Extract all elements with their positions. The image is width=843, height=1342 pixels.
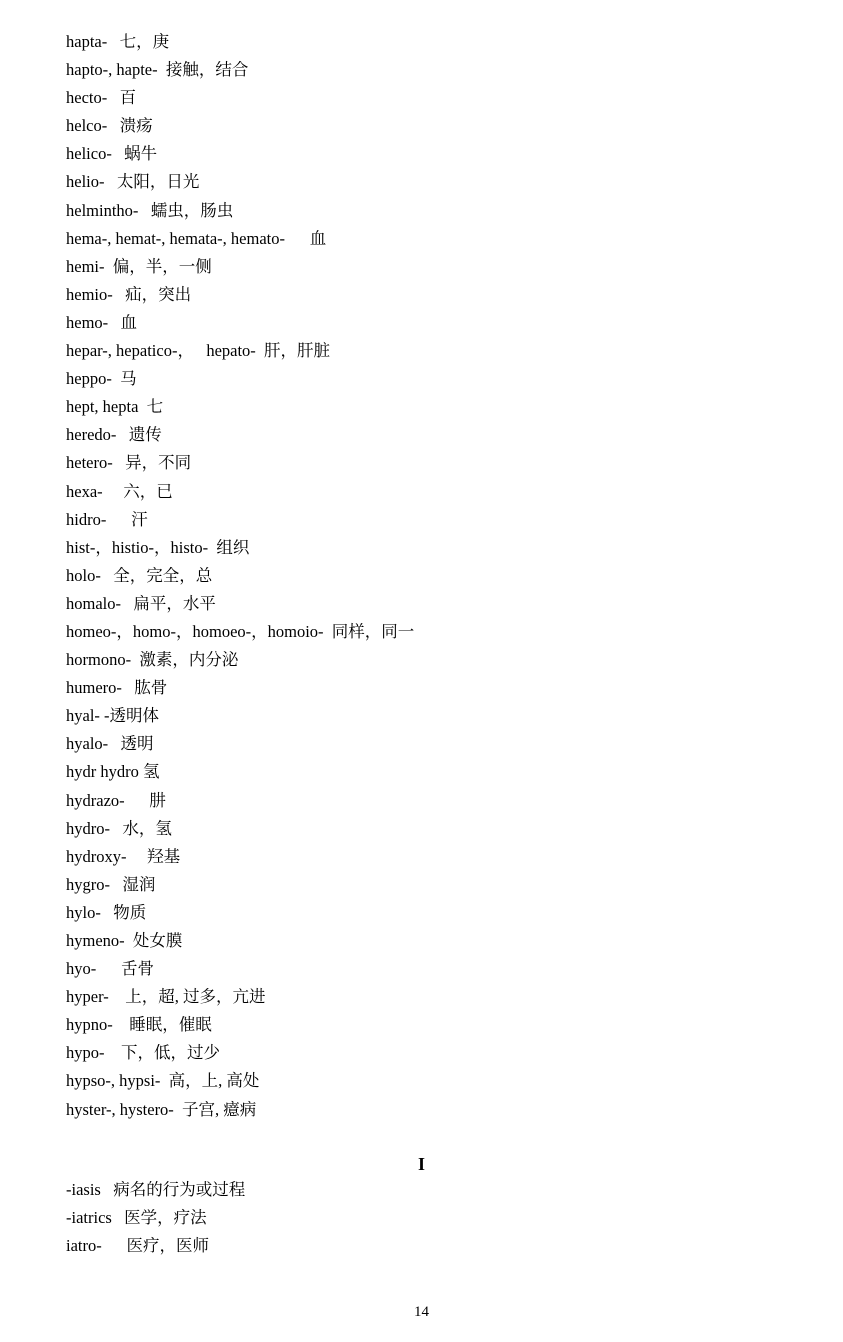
entry-list-i: [66, 1176, 786, 1260]
dictionary-entry: homeo-，homo-，homoeo-，homoio- 同样，同一: [66, 621, 415, 641]
dictionary-entry: hema-, hemat-, hemata-, hemato- 血: [66, 228, 327, 248]
dictionary-entry: hypso-, hypsi- 高，上, 高处: [66, 1071, 260, 1091]
dictionary-entry: heredo- 遗传: [66, 425, 162, 445]
dictionary-entry: holo- 全，完全，总: [66, 565, 213, 585]
dictionary-entry: hidro- 汗: [66, 509, 148, 529]
dictionary-entry: hymeno- 处女膜: [66, 931, 183, 950]
dictionary-entry: hyper- 上，超, 过多，亢进: [66, 987, 266, 1007]
dictionary-entry: humero- 肱骨: [66, 678, 168, 698]
dictionary-entry: hept, hepta 七: [66, 397, 164, 417]
dictionary-entry: hydroxy- 羟基: [66, 846, 181, 866]
dictionary-entry: hydrazo- 肼: [66, 790, 166, 810]
entry-list-h: [66, 28, 786, 1124]
dictionary-entry: hapta- 七，庚: [66, 32, 170, 51]
dictionary-entry: helco- 溃疡: [66, 116, 153, 136]
dictionary-entry: hyalo- 透明: [66, 734, 154, 754]
dictionary-entry: helmintho- 蠕虫，肠虫: [66, 200, 234, 220]
dictionary-entry: helio- 太阳，日光: [66, 172, 200, 192]
dictionary-entry: hapto-, hapte- 接触，结合: [66, 60, 249, 80]
dictionary-entry: hyster-, hystero- 子宫, 癔病: [66, 1099, 257, 1119]
dictionary-entry: hyal- -透明体: [66, 706, 160, 726]
dictionary-entry: hemi- 偏，半，一侧: [66, 256, 212, 276]
dictionary-entry: hydr hydro 氢: [66, 762, 160, 782]
dictionary-entry: hylo- 物质: [66, 902, 147, 922]
dictionary-entry: -iasis 病名的行为或过程: [66, 1180, 246, 1199]
dictionary-entry: heppo- 马: [66, 369, 137, 389]
dictionary-entry: hormono- 激素，内分泌: [66, 650, 239, 670]
dictionary-entry: hetero- 异，不同: [66, 453, 192, 473]
dictionary-entry: homalo- 扁平，水平: [66, 593, 216, 613]
dictionary-entry: hemo- 血: [66, 312, 138, 332]
dictionary-entry: hypno- 睡眠，催眠: [66, 1015, 212, 1035]
dictionary-entry: helico- 蜗牛: [66, 144, 158, 164]
dictionary-entry: hecto- 百: [66, 88, 137, 108]
dictionary-entry: -iatrics 医学，疗法: [66, 1208, 207, 1228]
dictionary-entry: hyo- 舌骨: [66, 959, 154, 979]
dictionary-entry: hypo- 下，低，过少: [66, 1043, 220, 1063]
dictionary-entry: hist-，histio-，histo- 组织: [66, 537, 250, 557]
dictionary-entry: hepar-, hepatico-， hepato- 肝，肝脏: [66, 341, 331, 361]
dictionary-entry: hemio- 疝，突出: [66, 284, 192, 304]
section-heading-i: I: [417, 1154, 425, 1174]
dictionary-entry: hydro- 水，氢: [66, 818, 172, 838]
dictionary-entry: iatro- 医疗，医师: [66, 1236, 209, 1256]
page-number: 14: [414, 1304, 429, 1320]
dictionary-entry: hexa- 六，已: [66, 481, 173, 501]
dictionary-entry: hygro- 湿润: [66, 874, 156, 894]
